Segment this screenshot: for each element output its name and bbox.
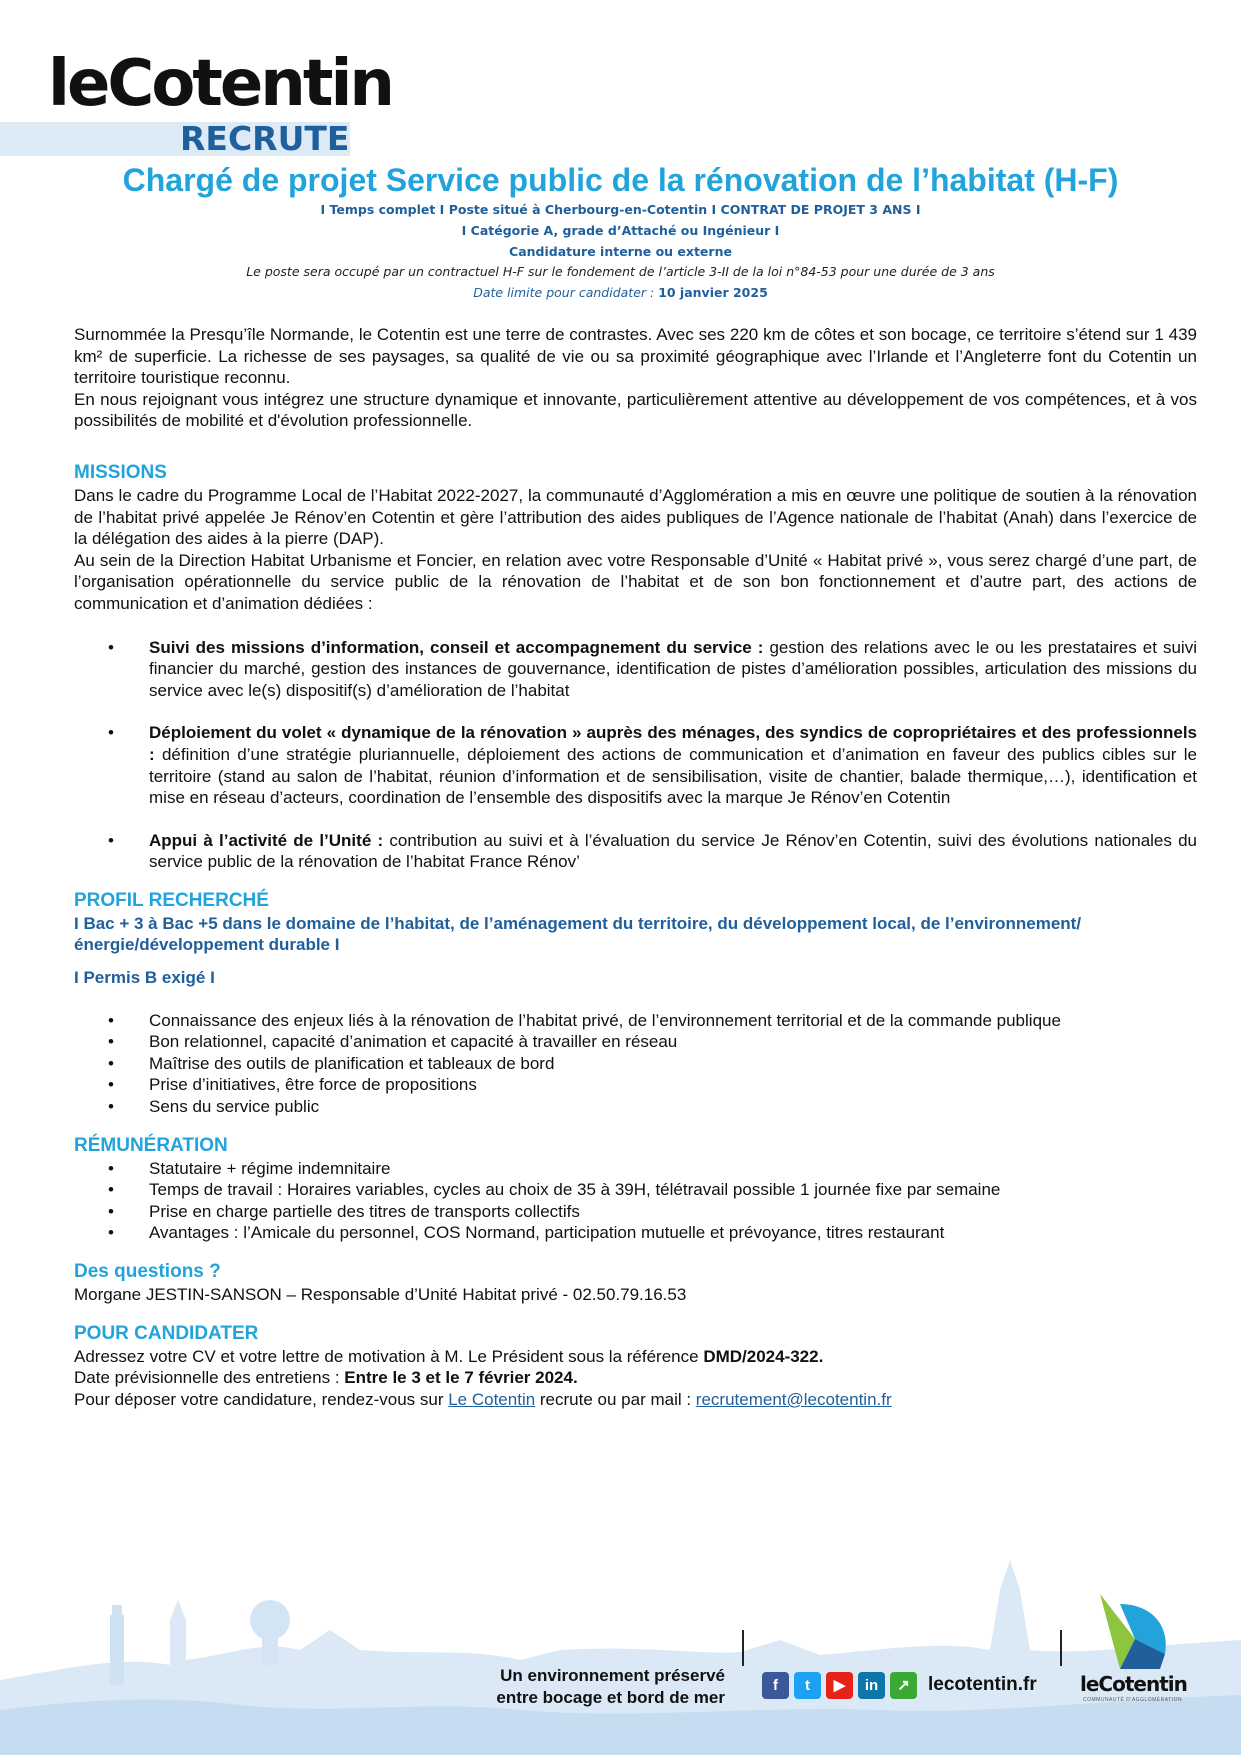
- linkedin-icon[interactable]: in: [858, 1672, 885, 1699]
- candidater-text: Date prévisionnelle des entretiens :: [74, 1368, 345, 1388]
- reference-number: DMD/2024-322.: [703, 1346, 824, 1366]
- deadline-value: 10 janvier 2025: [658, 285, 768, 300]
- job-category: I Catégorie A, grade d’Attaché ou Ingénieur I: [461, 223, 780, 238]
- list-item: • Connaissance des enjeux liés à la rénovation de l’habitat privé, de l’environnement territorial et de la commande publique: [74, 1010, 1197, 1032]
- footer-logo-subtitle: COMMUNAUTÉ D'AGGLOMÉRATION: [1083, 1697, 1183, 1703]
- twitter-icon[interactable]: t: [794, 1672, 821, 1699]
- social-links: [762, 1672, 917, 1699]
- job-candidature-type: Candidature interne ou externe: [509, 244, 732, 259]
- intro-paragraph-1: Surnommée la Presqu’île Normande, le Cotentin est une terre de contrastes. Avec ses 220 km de côtes et son bocage, ce territoire s’étend sur 1 439 km² de superficie. La richesse de ses paysages, sa qualité de vie ou sa proximité géographique avec l’Irlande et l’Angleterre font du Cotentin un territoire touristique reconnu.: [74, 325, 1197, 388]
- candidater-line-1: [74, 1346, 1197, 1368]
- recruitment-email-link[interactable]: recrutement@lecotentin.fr: [695, 1389, 892, 1409]
- footer-divider: [742, 1630, 744, 1666]
- external-link-icon[interactable]: ↗: [890, 1672, 917, 1699]
- list-item: [74, 637, 1197, 702]
- list-item: • Prise d’initiatives, être force de propositions: [74, 1074, 1197, 1096]
- le-cotentin-link[interactable]: Le Cotentin: [448, 1389, 536, 1409]
- website-link[interactable]: lecotentin.fr: [928, 1674, 1037, 1695]
- list-item: • Avantages : l’Amicale du personnel, COS Normand, participation mutuelle et prévoyance, titres restaurant: [74, 1222, 1197, 1244]
- profil-heading: PROFIL RECHERCHÉ: [74, 889, 269, 911]
- footer-slogan: [440, 1665, 725, 1709]
- questions-heading: Des questions ?: [74, 1261, 221, 1282]
- interview-dates: Entre le 3 et le 7 février 2024.: [344, 1368, 578, 1388]
- list-item: • Maîtrise des outils de planification et tableaux de bord: [74, 1053, 1197, 1075]
- missions-heading: MISSIONS: [74, 461, 167, 483]
- candidater-line-2: [74, 1367, 1197, 1389]
- profil-diploma: I Bac + 3 à Bac +5 dans le domaine de l’habitat, de l’aménagement du territoire, du développement local, de l’environnement/énergie/développement durable I: [74, 913, 1082, 955]
- list-item: • Statutaire + régime indemnitaire: [74, 1158, 1197, 1180]
- brand-recrute: RECRUTE: [180, 119, 350, 158]
- missions-list: [74, 637, 1197, 873]
- brand-logo: leCotentin: [48, 47, 392, 121]
- profil-permis: I Permis B exigé I: [74, 968, 215, 988]
- footer-divider: [1060, 1630, 1062, 1666]
- candidater-text: recrute ou par mail :: [535, 1389, 696, 1409]
- missions-paragraph-2: Au sein de la Direction Habitat Urbanisme et Foncier, en relation avec votre Responsable d’Unité « Habitat privé », vous serez chargé d’une part, de l’organisation opérationnelle du service public de la rénovation de l’habitat et de son bon fonctionnement et d’autre part, des actions de communication et d’animation dédiées :: [74, 550, 1197, 613]
- mission-item-title: Appui à l’activité de l’Unité :: [149, 830, 384, 850]
- mission-item-title: Suivi des missions d’information, conseil et accompagnement du service :: [149, 637, 764, 657]
- job-title: Chargé de projet Service public de la rénovation de l’habitat (H-F): [122, 162, 1119, 198]
- job-deadline: [0, 283, 1241, 303]
- list-item: • Sens du service public: [74, 1096, 1197, 1118]
- job-conditions: I Temps complet I Poste situé à Cherbourg-en-Cotentin I CONTRAT DE PROJET 3 ANS I: [320, 202, 921, 217]
- youtube-icon[interactable]: ▶: [826, 1672, 853, 1699]
- mission-item-title: Déploiement du volet « dynamique de la rénovation » auprès des ménages, des syndics de copropriétaires et des professionnels :: [149, 723, 1197, 764]
- candidater-text: Pour déposer votre candidature, rendez-vous sur: [74, 1389, 449, 1409]
- profil-list: [74, 1010, 1197, 1118]
- footer-slogan-line: Un environnement préservé: [500, 1666, 725, 1685]
- remuneration-list: [74, 1158, 1197, 1244]
- list-item: [74, 722, 1197, 808]
- list-item: • Bon relationnel, capacité d’animation et capacité à travailler en réseau: [74, 1031, 1197, 1053]
- list-item: [74, 830, 1197, 873]
- questions-contact: Morgane JESTIN-SANSON – Responsable d’Unité Habitat privé - 02.50.79.16.53: [74, 1285, 687, 1304]
- job-legal-basis: Le poste sera occupé par un contractuel H-F sur le fondement de l’article 3-II de la loi n°84-53 pour une durée de 3 ans: [246, 264, 995, 279]
- mission-item-text: contribution au suivi et à l’évaluation du service Je Rénov’en Cotentin, suivi des évolutions nationales du service public de la rénovation de l’habitat France Rénov’: [149, 830, 1198, 872]
- mission-item-text: gestion des relations avec le ou les prestataires et suivi financier du marché, gestion des instances de gouvernance, identification de pistes d’amélioration possibles, articulation des missions du service avec le(s) dispositif(s) d’amélioration de l’habitat: [149, 637, 1197, 700]
- remuneration-heading: RÉMUNÉRATION: [74, 1134, 228, 1156]
- main-content: [74, 324, 1197, 1410]
- footer-logo-word: leCotentin: [1080, 1672, 1187, 1696]
- footer-slogan-line: entre bocage et bord de mer: [496, 1688, 725, 1707]
- intro-paragraph-2: En nous rejoignant vous intégrez une structure dynamique et innovante, particulièrement attentive au développement de vos compétences, et à vos possibilités de mobilité et d'évolution professionnelle.: [74, 389, 1197, 431]
- candidater-heading: POUR CANDIDATER: [74, 1322, 259, 1344]
- facebook-icon[interactable]: f: [762, 1672, 789, 1699]
- mission-item-text: définition d’une stratégie pluriannuelle, déploiement des actions de communication et d’animation en faveur des publics cibles sur le territoire (stand au salon de l’habitat, réunion d’information et de sensibilisation, visite de chantier, balade thermique,…), identification et mise en réseau d’acteurs, coordination de l’ensemble des dispositifs avec la marque Je Rénov’en Cotentin: [149, 744, 1197, 808]
- missions-paragraph-1: Dans le cadre du Programme Local de l’Habitat 2022-2027, la communauté d’Agglomération a mis en œuvre une politique de soutien à la rénovation de l’habitat privé appelée Je Rénov’en Cotentin et gère l’attribution des aides publiques de l’Agence nationale de l’habitat (Anah) dans l’exercice de la délégation des aides à la pierre (DAP).: [74, 485, 1197, 549]
- candidater-line-3: [74, 1389, 1197, 1411]
- candidater-text: Adressez votre CV et votre lettre de motivation à M. Le Président sous la référence: [74, 1346, 704, 1366]
- deadline-label: Date limite pour candidater :: [473, 285, 655, 300]
- footer-skyline-illustration: [0, 1560, 1241, 1755]
- list-item: • Temps de travail : Horaires variables, cycles au choix de 35 à 39H, télétravail possible 1 journée fixe par semaine: [74, 1179, 1197, 1201]
- list-item: • Prise en charge partielle des titres de transports collectifs: [74, 1201, 1197, 1223]
